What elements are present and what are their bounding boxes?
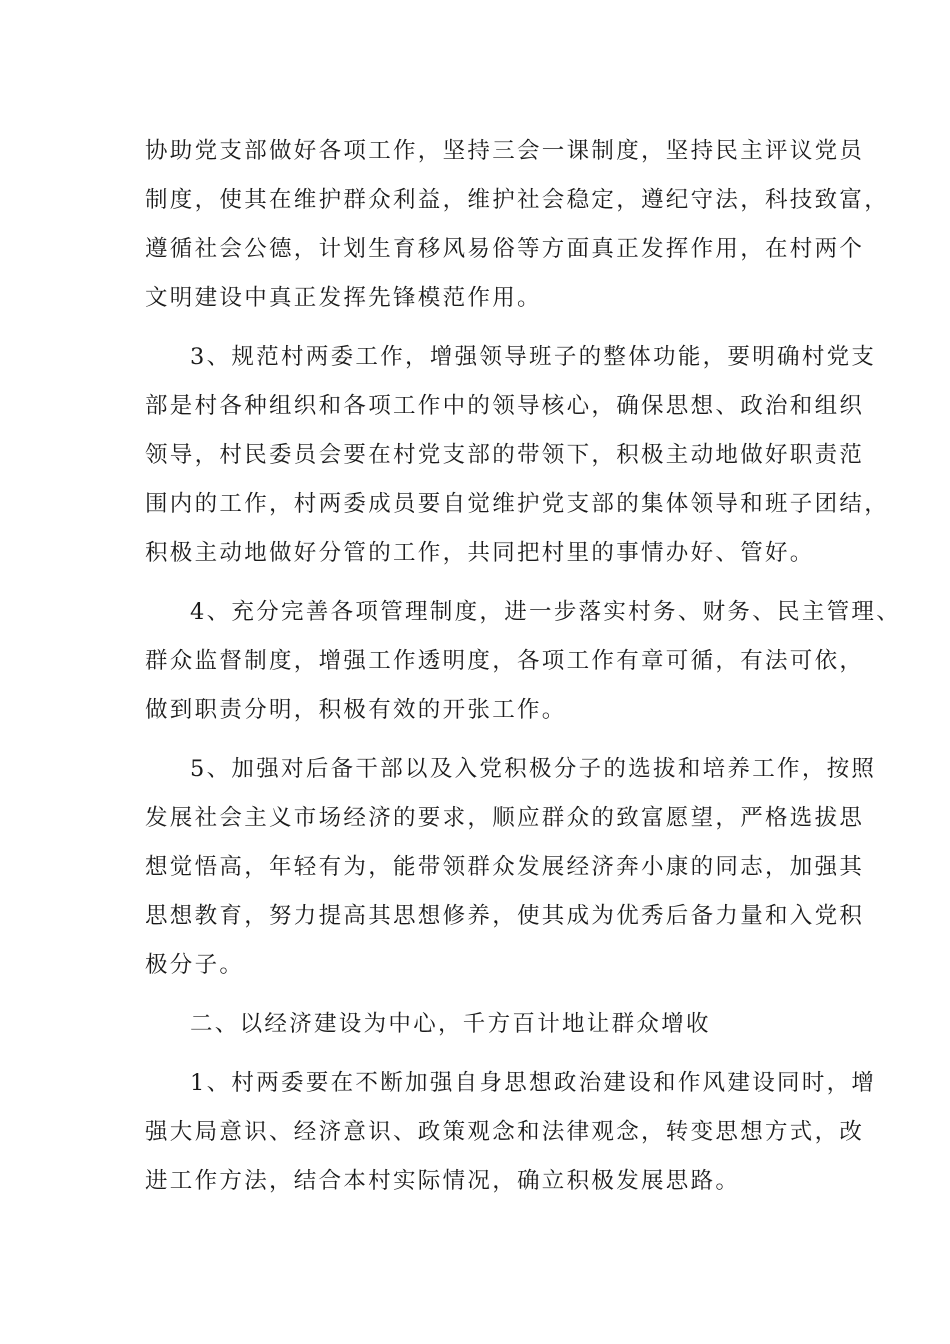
text-line: 部是村各种组织和各项工作中的领导核心，确保思想、政治和组织 (145, 393, 865, 419)
text-line: 围内的工作，村两委成员要自觉维护党支部的集体领导和班子团结， (145, 491, 890, 517)
text-line: 领导，村民委员会要在村党支部的带领下，积极主动地做好职责范 (145, 442, 865, 468)
text-line: 发展社会主义市场经济的要求，顺应群众的致富愿望，严格选拔思 (145, 805, 865, 831)
text-line: 积极主动地做好分管的工作，共同把村里的事情办好、管好。 (145, 540, 815, 566)
paragraph-4-first-line: 4、充分完善各项管理制度，进一步落实村务、财务、民主管理、 (190, 599, 902, 625)
text-line: 极分子。 (145, 952, 245, 978)
paragraph-3-first-line: 3、规范村两委工作，增强领导班子的整体功能，要明确村党支 (190, 344, 877, 370)
text-line: 做到职责分明，积极有效的开张工作。 (145, 697, 567, 723)
section-heading: 二、以经济建设为中心，千方百计地让群众增收 (190, 1011, 711, 1037)
paragraph-1-first-line: 1、村两委要在不断加强自身思想政治建设和作风建设同时，增 (190, 1070, 877, 1096)
text-line: 强大局意识、经济意识、政策观念和法律观念，转变思想方式，改 (145, 1119, 865, 1145)
text-line: 遵循社会公德，计划生育移风易俗等方面真正发挥作用，在村两个 (145, 236, 865, 262)
text-line: 协助党支部做好各项工作，坚持三会一课制度，坚持民主评议党员 (145, 138, 865, 164)
text-line: 思想教育，努力提高其思想修养，使其成为优秀后备力量和入党积 (145, 903, 865, 929)
text-line: 文明建设中真正发挥先锋模范作用。 (145, 285, 542, 311)
text-line: 群众监督制度，增强工作透明度，各项工作有章可循，有法可依， (145, 648, 865, 674)
text-line: 想觉悟高，年轻有为，能带领群众发展经济奔小康的同志，加强其 (145, 854, 865, 880)
paragraph-5-first-line: 5、加强对后备干部以及入党积极分子的选拔和培养工作，按照 (190, 756, 877, 782)
text-line: 制度，使其在维护群众利益，维护社会稳定，遵纪守法，科技致富， (145, 187, 890, 213)
text-line: 进工作方法，结合本村实际情况，确立积极发展思路。 (145, 1168, 741, 1194)
